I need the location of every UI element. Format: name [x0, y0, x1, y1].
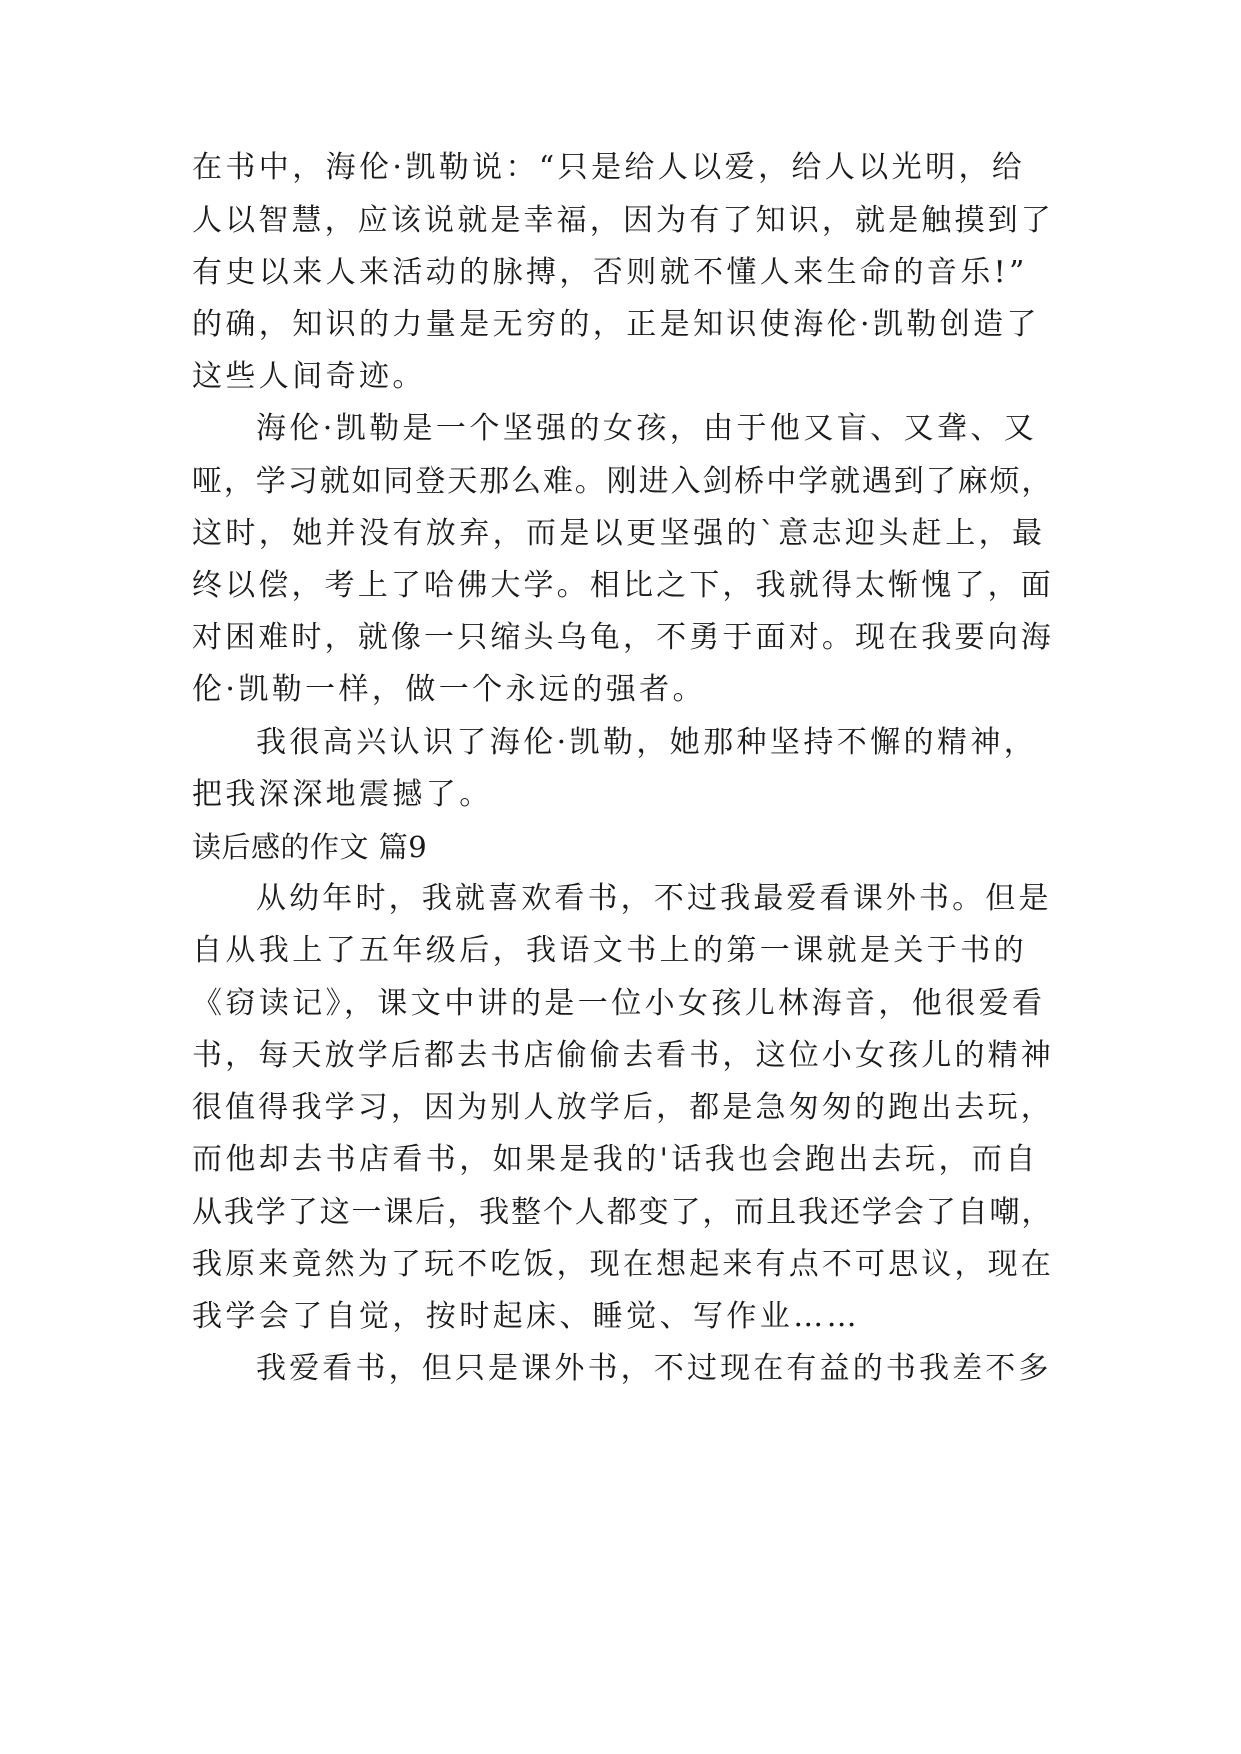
paragraph-3-line-1: 我很高兴认识了海伦·凯勒，她那种坚持不懈的精神，: [256, 725, 1038, 760]
paragraph-4-line-9: 我学会了自觉，按时起床、睡觉、写作业……: [192, 1299, 860, 1334]
paragraph-1-line-3: 有史以来人来活动的脉搏，否则就不懂人来生命的音乐!”: [192, 255, 1028, 290]
paragraph-2-line-1: 海伦·凯勒是一个坚强的女孩，由于他又盲、又聋、又: [256, 411, 1038, 446]
section-heading: 读后感的作文 篇9: [192, 830, 428, 864]
paragraph-4-line-6: 而他却去书店看书，如果是我的'话我也会跑出去玩，而自: [192, 1142, 1039, 1177]
paragraph-4-line-4: 书，每天放学后都去书店偷偷去看书，这位小女孩儿的精神: [192, 1038, 1054, 1073]
paragraph-1-line-5: 这些人间奇迹。: [192, 359, 426, 394]
paragraph-4-line-2: 自从我上了五年级后，我语文书上的第一课就是关于书的: [192, 933, 1027, 968]
paragraph-3-line-2: 把我深深地震撼了。: [192, 777, 493, 812]
paragraph-4-line-5: 很值得我学习，因为别人放学后，都是急匆匆的跑出去玩，: [192, 1090, 1054, 1125]
paragraph-1-line-4: 的确，知识的力量是无穷的，正是知识使海伦·凯勒创造了: [192, 307, 1040, 342]
paragraph-2-line-5: 对困难时，就像一只缩头乌龟，不勇于面对。现在我要向海: [192, 620, 1054, 655]
paragraph-4-line-7: 从我学了这一课后，我整个人都变了，而且我还学会了自嘲，: [192, 1195, 1054, 1230]
paragraph-1-line-1: 在书中，海伦·凯勒说：“只是给人以爱，给人以光明，给: [192, 150, 1026, 185]
paragraph-4-line-1: 从幼年时，我就喜欢看书，不过我最爱看课外书。但是: [256, 881, 1052, 916]
paragraph-4-line-3: 《窃读记》，课文中讲的是一位小女孩儿林海音，他很爱看: [192, 986, 1046, 1021]
paragraph-2-line-3: 这时，她并没有放弃，而是以更坚强的`意志迎头赶上，最: [192, 516, 1046, 551]
paragraph-1-line-2: 人以智慧，应该说就是幸福，因为有了知识，就是触摸到了: [192, 203, 1054, 238]
paragraph-4-line-8: 我原来竟然为了玩不吃饭，现在想起来有点不可思议，现在: [192, 1247, 1054, 1282]
paragraph-2-line-6: 伦·凯勒一样，做一个永远的强者。: [192, 672, 706, 707]
paragraph-2-line-2: 哑，学习就如同登天那么难。刚进入剑桥中学就遇到了麻烦，: [192, 464, 1054, 499]
paragraph-2-line-4: 终以偿，考上了哈佛大学。相比之下，我就得太惭愧了，面: [192, 568, 1054, 603]
paragraph-5-line-1: 我爱看书，但只是课外书，不过现在有益的书我差不多: [256, 1351, 1052, 1386]
